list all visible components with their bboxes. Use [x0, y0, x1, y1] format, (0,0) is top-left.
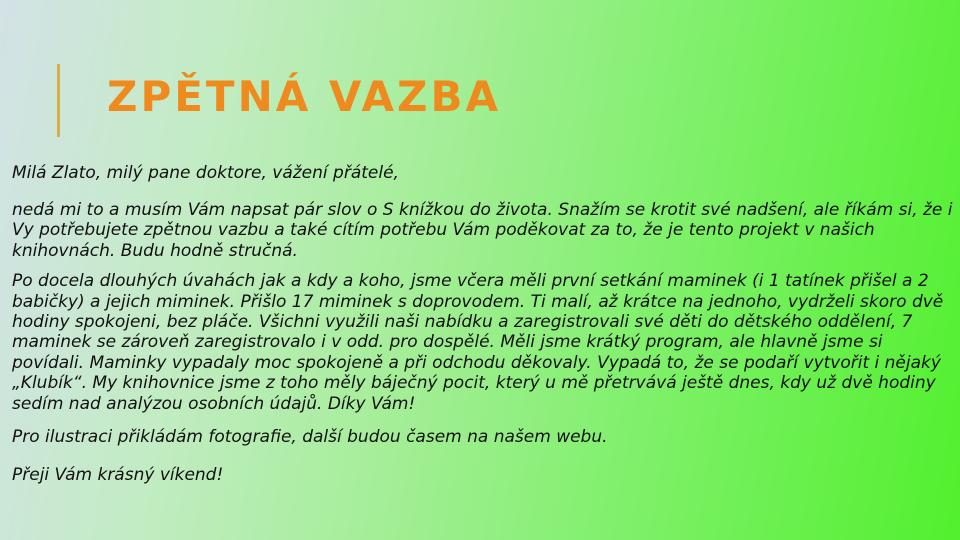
slide-body — [12, 160, 958, 488]
photos-paragraph: Pro ilustraci přikládám fotografie, další budou časem na našem webu. — [12, 427, 608, 448]
slide-title: ZPĚTNÁ VAZBA — [107, 72, 501, 121]
title-accent-bar — [57, 64, 60, 137]
closing-paragraph: Přeji Vám krásný víkend! — [12, 465, 224, 486]
main-paragraph: Po docela dlouhých úvahách jak a kdy a koho, jsme včera měli první setkání maminek (i 1 tatínek přišel a 2 babičky) a jejich miminek. Přišlo 17 miminek s doprovodem. Ti malí, až krátce na jednoho, vydrželi skoro dvě hodiny spokojeni, bez pláče. Všichni využili naši nabídku a zaregistrovali své děti do dětského oddělení, 7 maminek se zároveň zaregistrovalo i v odd. pro dospělé. Měli jsme krátký program, ale hlavně jsme si povídali. Maminky vypadaly moc spokojeně a při odchodu děkovaly. Vypadá to, že se podaří vytvořit i nějaký „Klubík“. My knihovnice jsme z toho měly báječný pocit, který u mě přetrvává ještě dnes, kdy už dvě hodiny sedím nad analýzou osobních údajů. Díky Vám! — [12, 271, 944, 414]
intro-paragraph: nedá mi to a musím Vám napsat pár slov o S knížkou do života. Snažím se krotit své nadšení, ale říkám si, že i Vy potřebujete zpětnou vazbu a také cítím potřebu Vám poděkovat za to, že je tento projekt v našich knihovnách. Budu hodně stručná. — [12, 200, 953, 261]
greeting-paragraph: Milá Zlato, milý pane doktore, vážení přátelé, — [12, 163, 399, 183]
